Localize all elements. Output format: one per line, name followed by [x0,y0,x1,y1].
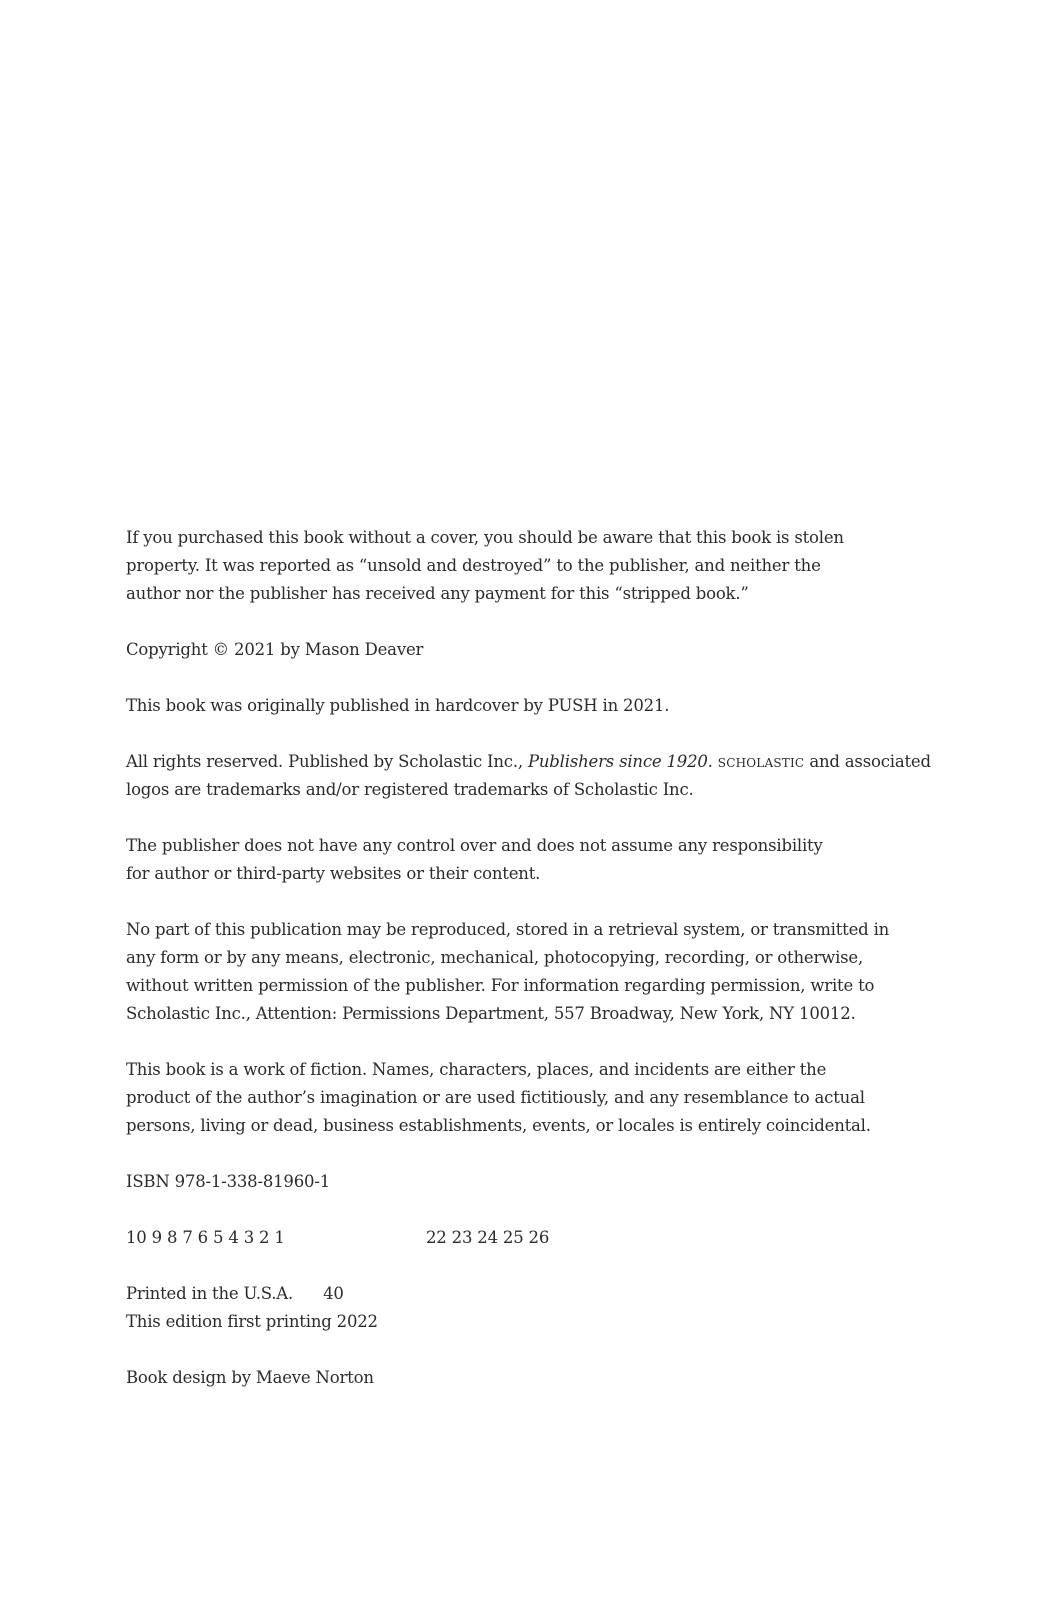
text-line [126,1280,926,1308]
printer-code: 40 [323,1284,344,1303]
printing-info [126,1280,926,1336]
text-line: The publisher does not have any control over and does not assume any responsibility [126,836,823,855]
text-line: persons, living or dead, business establishments, events, or locales is entirely coincidental. [126,1116,871,1135]
text-line: any form or by any means, electronic, mechanical, photocopying, recording, or otherwise, [126,948,864,967]
text-line: property. It was reported as “unsold and destroyed” to the publisher, and neither the [126,556,821,575]
printing-years: 22 23 24 25 26 [426,1228,550,1247]
scholastic-trademark: scholastic [717,752,805,771]
publisher-tagline: Publishers since 1920. [527,752,713,771]
text-line: without written permission of the publisher. For information regarding permission, write to [126,976,875,995]
printed-in: Printed in the U.S.A. [126,1284,294,1303]
text-line: No part of this publication may be reproduced, stored in a retrieval system, or transmitted in [126,920,890,939]
text-line: product of the author’s imagination or are used fictitiously, and any resemblance to actual [126,1088,865,1107]
copyright-line [126,636,926,664]
third-party-disclaimer [126,832,926,888]
text-line [126,748,931,776]
design-credit [126,1364,926,1392]
text-line: for author or third-party websites or their content. [126,864,541,883]
text-line: logos are trademarks and/or registered trademarks of Scholastic Inc. [126,780,694,799]
isbn: ISBN 978-1-338-81960-1 [126,1172,331,1191]
original-publication-text: This book was originally published in hardcover by PUSH in 2021. [126,696,670,715]
printing-line [126,1224,926,1252]
text-line: If you purchased this book without a cover, you should be aware that this book is stolen [126,528,844,547]
copyright-text-block [126,524,931,1420]
rights-text: All rights reserved. Published by Scholastic Inc., [126,752,528,771]
printing-numbers: 10 9 8 7 6 5 4 3 2 1 [126,1228,285,1247]
isbn-line [126,1168,926,1196]
fiction-disclaimer [126,1056,926,1140]
printing-row [126,1224,926,1252]
rights-text: and associated [804,752,931,771]
stripped-book-notice [126,524,926,608]
text-line: Scholastic Inc., Attention: Permissions Department, 557 Broadway, New York, NY 10012. [126,1004,856,1023]
copyright-text: Copyright © 2021 by Mason Deaver [126,640,424,659]
text-line: This book is a work of fiction. Names, characters, places, and incidents are either the [126,1060,827,1079]
reproduction-notice [126,916,926,1028]
original-publication-note [126,692,926,720]
edition-line: This edition first printing 2022 [126,1312,378,1331]
rights-reserved-notice [126,748,931,804]
design-credit-text: Book design by Maeve Norton [126,1368,374,1387]
text-line: author nor the publisher has received any payment for this “stripped book.” [126,584,749,603]
